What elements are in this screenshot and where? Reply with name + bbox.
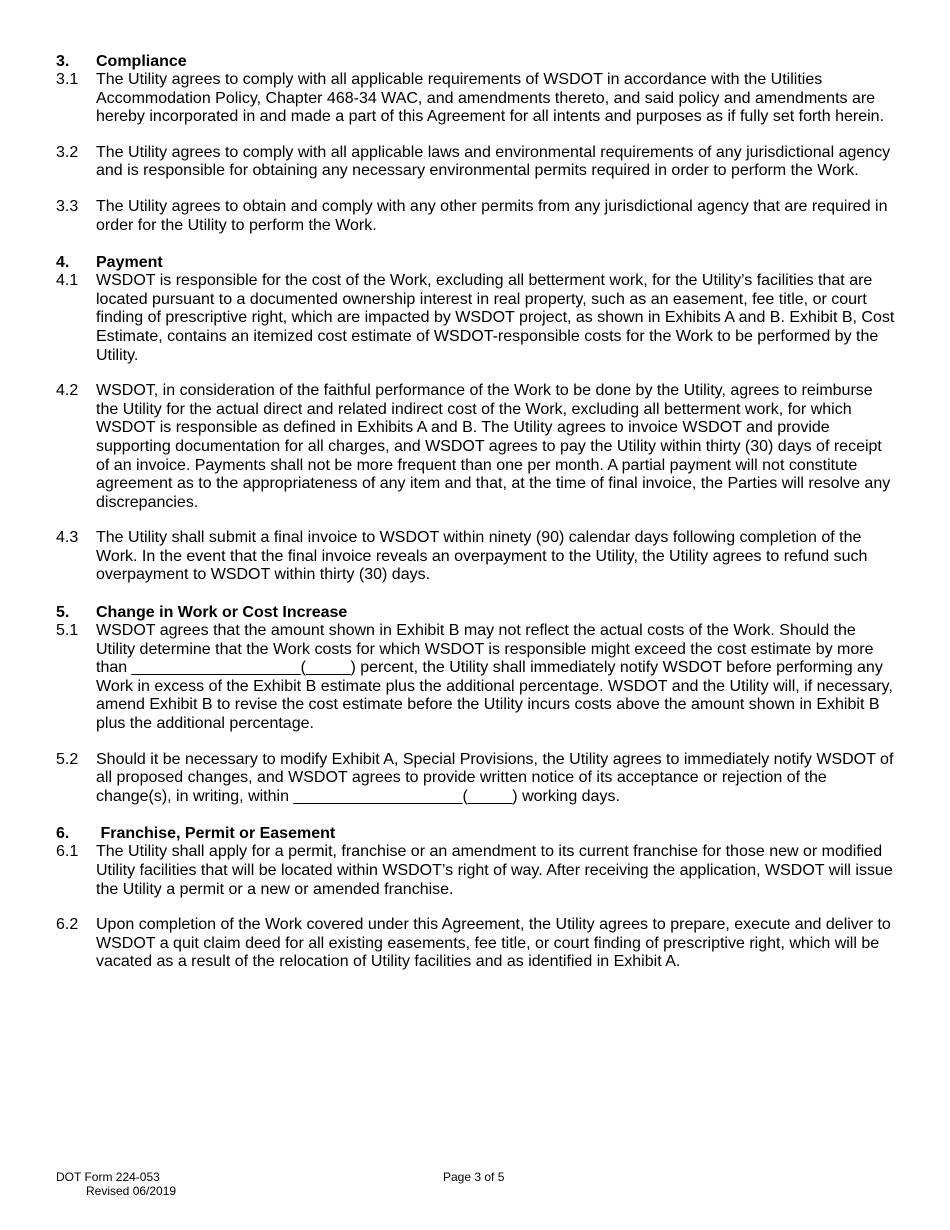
section-heading [56, 603, 898, 622]
section-heading [56, 52, 898, 71]
clause-text: The Utility agrees to obtain and comply with any other permits from any jurisdictional agency that are required in order for the Utility to perform the Work. [96, 197, 888, 234]
clause-text: The Utility shall submit a final invoice to WSDOT within ninety (90) calendar days following completion of the Work. In the event that the final invoice reveals an overpayment to the Utility, the Utility agrees to refund such overpayment to WSDOT within thirty (30) days. [96, 529, 868, 584]
clause-number: 4.1 [56, 272, 79, 290]
section-payment [56, 253, 898, 585]
page-number: Page 3 of 5 [443, 1170, 505, 1184]
clause-text: WSDOT, in consideration of the faithful performance of the Work to be done by the Utility, agrees to reimburse the Utility for the actual direct and related indirect cost of the Work, excluding all betterment work, for which WSDOT is responsible as defined in Exhibits A and B. The Utility agrees to invoice WSDOT and provide supporting documentation for all charges, and WSDOT agrees to pay the Utility within thirty (30) days of receipt of an invoice. Payments shall not be more frequent than one per month. A partial payment will not constitute agreement as to the appropriateness of any item and that, at the time of final invoice, the Parties will resolve any discrepancies. [96, 382, 891, 511]
section-title: Franchise, Permit or Easement [96, 825, 336, 843]
clause-text: Should it be necessary to modify Exhibit A, Special Provisions, the Utility agrees to immediately notify WSDOT of all proposed changes, and WSDOT agrees to provide written notice of its acceptance or rejection of the change(s), in writing, within ___________________(_____) working days. [96, 750, 894, 805]
clause-number: 6.1 [56, 843, 79, 861]
section-heading [56, 824, 898, 843]
section-number: 3. [56, 53, 70, 70]
footer-form-info [56, 1170, 176, 1198]
section-change-in-work [56, 603, 898, 806]
clause-6-2 [56, 916, 898, 972]
clause-4-3 [56, 529, 898, 585]
clause-text: WSDOT agrees that the amount shown in Exhibit B may not reflect the actual costs of the Work. Should the Utility determine that the Work costs for which WSDOT is responsible might exceed the cost estimate by more than ___________________(_____) percent, the Utility shall immediately notify WSDOT before performing any Work in excess of the Exhibit B estimate plus the additional percentage. WSDOT and the Utility will, if necessary, amend Exhibit B to revise the cost estimate before the Utility incurs costs above the amount shown in Exhibit B plus the additional percentage. [96, 622, 893, 733]
section-heading [56, 253, 898, 272]
section-number: 4. [56, 254, 70, 272]
clause-number: 3.2 [56, 143, 79, 161]
clause-number: 5.2 [56, 750, 79, 768]
section-franchise [56, 824, 898, 972]
section-title: Compliance [96, 53, 187, 70]
clause-number: 4.2 [56, 382, 79, 400]
clause-3-2 [56, 144, 898, 181]
section-compliance [56, 52, 898, 235]
section-number: 6. [56, 825, 70, 843]
clause-number: 6.2 [56, 916, 79, 934]
clause-3-3 [56, 198, 898, 235]
revision-date: Revised 06/2019 [86, 1184, 177, 1198]
clause-number: 5.1 [56, 622, 79, 640]
form-number: DOT Form 224-053 [56, 1170, 160, 1184]
clause-number: 4.3 [56, 529, 79, 547]
clause-5-1 [56, 622, 898, 734]
clause-text: The Utility agrees to comply with all applicable laws and environmental requirements of any jurisdictional agency and is responsible for obtaining any necessary environmental permits required in order to perform the Work. [96, 143, 891, 180]
clause-text: Upon completion of the Work covered under this Agreement, the Utility agrees to prepare, execute and deliver to WSDOT a quit claim deed for all existing easements, fee title, or court finding of prescriptive right, which will be vacated as a result of the relocation of Utility facilities and as identified in Exhibit A. [96, 916, 891, 971]
document-page [56, 52, 898, 990]
section-number: 5. [56, 604, 70, 622]
clause-4-1 [56, 272, 898, 365]
section-title: Change in Work or Cost Increase [96, 604, 348, 622]
clause-number: 3.1 [56, 71, 79, 88]
clause-number: 3.3 [56, 197, 79, 215]
clause-6-1 [56, 843, 898, 899]
clause-5-2 [56, 751, 898, 807]
clause-text: WSDOT is responsible for the cost of the Work, excluding all betterment work, for the Utility’s facilities that are located pursuant to a documented ownership interest in real property, such as an easement, fee title, or court finding of prescriptive right, which are impacted by WSDOT project, as shown in Exhibits A and B. Exhibit B, Cost Estimate, contains an itemized cost estimate of WSDOT-responsible costs for the Work to be performed by the Utility. [96, 272, 895, 364]
clause-4-2 [56, 382, 898, 512]
clause-text: The Utility agrees to comply with all applicable requirements of WSDOT in accordance with the Utilities Accommodation Policy, Chapter 468-34 WAC, and amendments thereto, and said policy and amendments are hereby incorporated in and made a part of this Agreement for all intents and purposes as if fully set forth herein. [96, 71, 885, 126]
clause-text: The Utility shall apply for a permit, franchise or an amendment to its current franchise for those new or modified Utility facilities that will be located within WSDOT’s right of way. After receiving the application, WSDOT will issue the Utility a permit or a new or amended franchise. [96, 843, 893, 898]
clause-3-1 [56, 71, 898, 127]
section-title: Payment [96, 254, 163, 272]
